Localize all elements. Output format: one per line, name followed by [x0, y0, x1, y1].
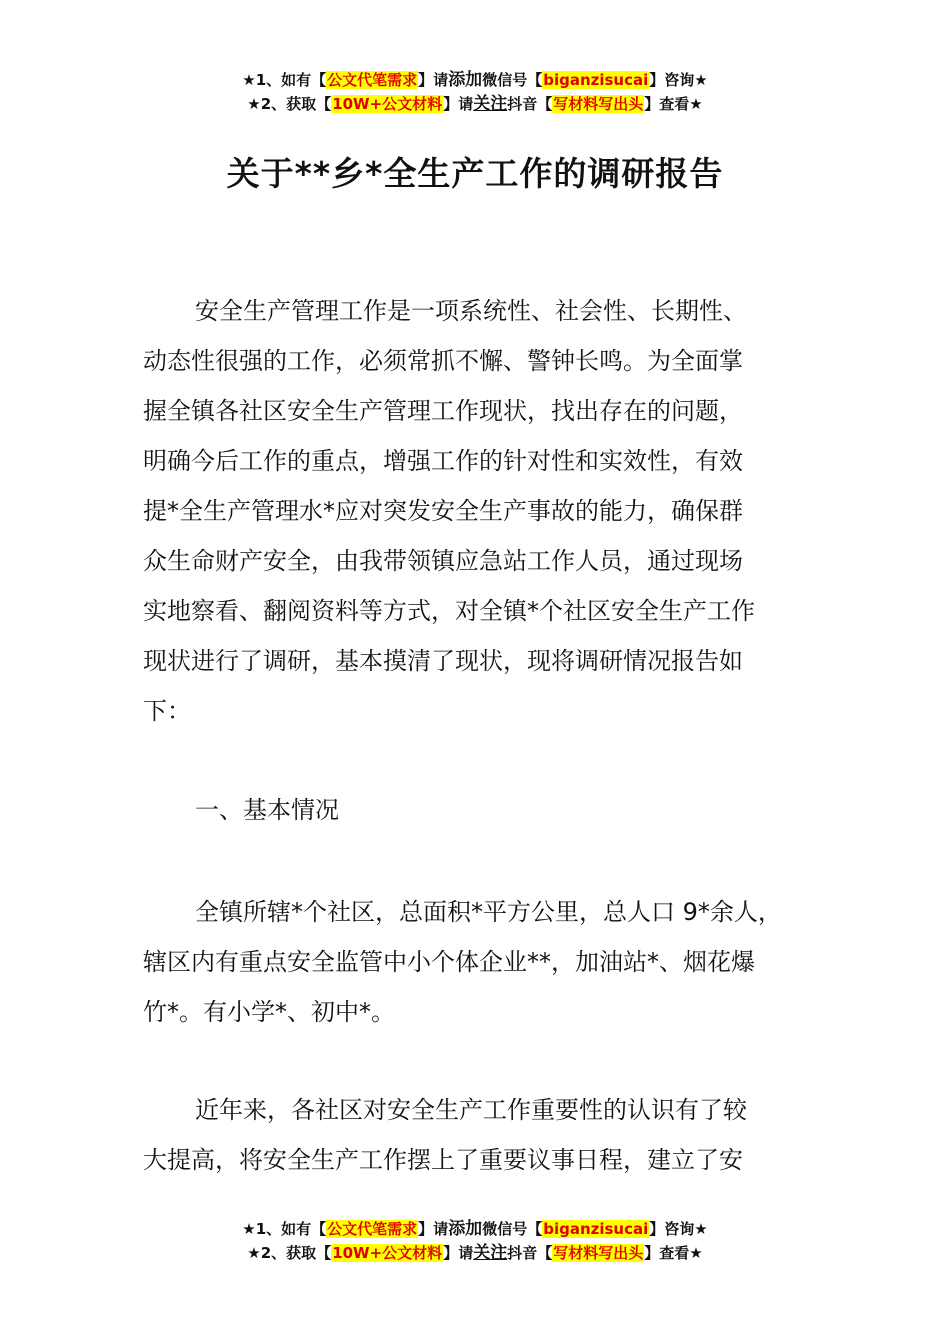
paragraph-line: 现状进行了调研，基本摸清了现状，现将调研情况报告如 — [143, 647, 743, 675]
paragraph-intro — [143, 286, 833, 736]
highlight-service: 公文代笔需求 — [327, 1220, 418, 1238]
banner-line-1: ★1、如有【公文代笔需求】请添加微信号【biganzisucai】咨询★ — [242, 70, 708, 90]
star-icon: ★ — [247, 1244, 261, 1262]
highlight-service: 公文代笔需求 — [327, 71, 418, 89]
banner-line-1: ★1、如有【公文代笔需求】请添加微信号【biganzisucai】咨询★ — [242, 1219, 708, 1239]
paragraph-line: 近年来，各社区对安全生产工作重要性的认识有了较 — [195, 1096, 747, 1124]
document-title: 关于**乡*全生产工作的调研报告 — [226, 154, 724, 193]
paragraph-line: 众生命财产安全，由我带领镇应急站工作人员，通过现场 — [143, 547, 743, 575]
paragraph-line: 全镇所辖*个社区，总面积*平方公里，总人口 9*余人， — [195, 898, 782, 926]
highlight-materials: 10W+公文材料 — [332, 1244, 443, 1262]
star-icon: ★ — [247, 95, 261, 113]
highlight-wechat-id: biganzisucai — [543, 71, 649, 89]
header-banner — [0, 68, 950, 116]
paragraph-recent-years — [143, 1085, 833, 1185]
banner-line-2: ★2、获取【10W+公文材料】请关注抖音【写材料写出头】查看★ — [247, 94, 703, 114]
paragraph-line: 动态性很强的工作，必须常抓不懈、警钟长鸣。为全面掌 — [143, 347, 743, 375]
paragraph-line: 握全镇各社区安全生产管理工作现状，找出存在的问题， — [143, 397, 743, 425]
heading-basic-info: 一、基本情况 — [195, 796, 339, 824]
paragraph-basic-info — [143, 887, 833, 1037]
paragraph-line: 明确今后工作的重点，增强工作的针对性和实效性，有效 — [143, 447, 743, 475]
star-icon: ★ — [242, 1220, 256, 1238]
paragraph-line: 大提高，将安全生产工作摆上了重要议事日程，建立了安 — [143, 1146, 743, 1174]
section-heading — [143, 785, 833, 835]
paragraph-line: 安全生产管理工作是一项系统性、社会性、长期性、 — [195, 297, 747, 325]
highlight-wechat-id: biganzisucai — [543, 1220, 649, 1238]
paragraph-line: 提*全生产管理水*应对突发安全生产事故的能力，确保群 — [143, 497, 743, 525]
highlight-douyin-id: 写材料写出头 — [553, 1244, 644, 1262]
banner-line-2: ★2、获取【10W+公文材料】请关注抖音【写材料写出头】查看★ — [247, 1243, 703, 1263]
highlight-materials: 10W+公文材料 — [332, 95, 443, 113]
paragraph-line: 下： — [143, 697, 191, 725]
footer-banner — [0, 1217, 950, 1265]
highlight-douyin-id: 写材料写出头 — [553, 95, 644, 113]
paragraph-line: 辖区内有重点安全监管中小个体企业**，加油站*、烟花爆 — [143, 948, 755, 976]
star-icon: ★ — [242, 71, 256, 89]
paragraph-line: 实地察看、翻阅资料等方式，对全镇*个社区安全生产工作 — [143, 597, 755, 625]
paragraph-line: 竹*。有小学*、初中*。 — [143, 998, 395, 1026]
